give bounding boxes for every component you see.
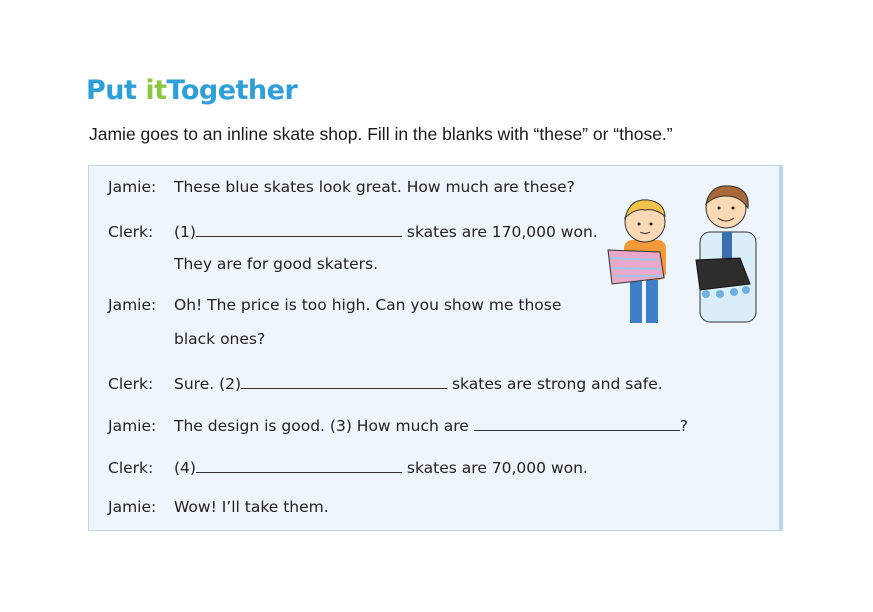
instruction-text: Jamie goes to an inline skate shop. Fill in the blanks with “these” or “those.” [89,124,673,144]
blank-4[interactable] [196,456,402,473]
blank-2[interactable] [241,372,447,389]
clerk-figure [696,186,756,322]
blank-3[interactable] [474,414,680,431]
dialogue-line-4: Clerk: Sure. (2) skates are strong and safe. [108,372,663,393]
dialogue-line-5: Jamie: The design is good. (3) How much are ? [108,414,688,435]
logo-text: Put itTogether [86,74,298,106]
dialogue-line-6: Clerk: (4) skates are 70,000 won. [108,456,588,477]
put-it-together-logo [86,70,297,110]
shop-illustration [600,180,770,330]
dialogue-line-2-cont: They are for good skaters. [174,255,378,273]
dialogue-line-3-cont: black ones? [174,330,266,348]
blank-1[interactable] [196,220,402,237]
dialogue-line-1: Jamie: These blue skates look great. How much are these? [108,178,575,196]
dialogue-line-7: Jamie: Wow! I’ll take them. [108,498,329,516]
jamie-figure [608,200,666,323]
dialogue-line-2: Clerk: (1) skates are 170,000 won. [108,220,598,241]
dialogue-line-3: Jamie: Oh! The price is too high. Can you show me those [108,296,562,314]
